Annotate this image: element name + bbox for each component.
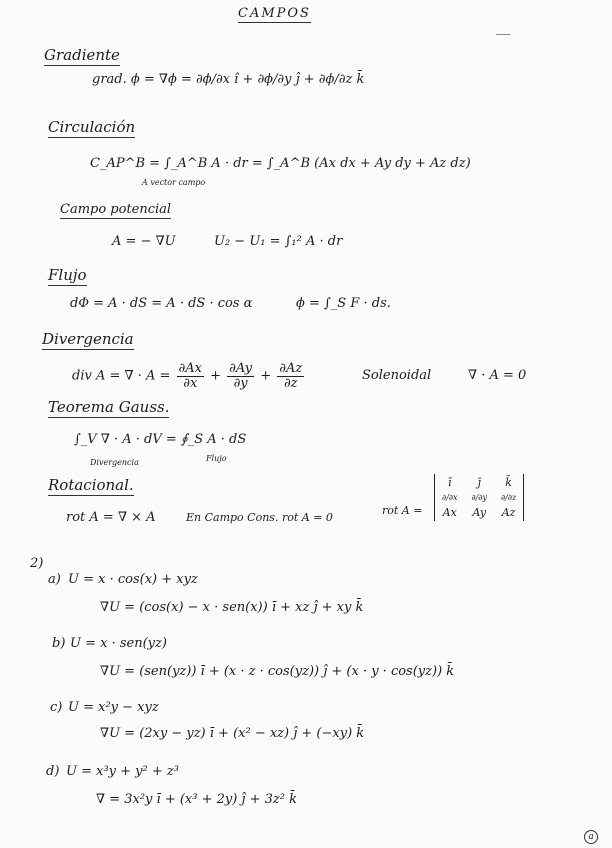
fraction-day-dy: $\frac{\partial Ay}{\partial y}$ [229, 361, 253, 391]
part-d-result: ∇ = 3x²y ī + (x³ + 2y) ĵ + 3z² k̄ [96, 792, 297, 807]
rot-label: rot A = [382, 504, 423, 517]
formula-circulacion: C_AP^B = ∫_A^B A · dr = ∫_A^B (Ax dx + Ay dy + Az dz) [90, 156, 471, 171]
heading-circulacion: Circulación [48, 118, 136, 136]
part-a-label: a) [48, 572, 61, 587]
matrix-row-components: Ax Ay Az [442, 506, 516, 519]
formula-rotacional: rot A = ∇ × A [66, 510, 156, 525]
page-number: a [584, 830, 598, 844]
part-c-label: c) [50, 700, 63, 715]
formula-divergencia: div A = ∇ · A = $\frac{\partial Ax}{\partial x}$ + $\frac{\partial Ay}{\partial y}$ + $\frac{\partial Az}{\partial z}$ [72, 361, 303, 391]
note-rotacional: En Campo Cons. rot A = 0 [186, 511, 333, 524]
formula-gradiente: grad. ϕ = ∇ϕ = ∂ϕ/∂x î + ∂ϕ/∂y ĵ + ∂ϕ/∂z k̄ [92, 72, 365, 87]
formula-flujo-left: dΦ = A · dS = A · dS · cos α [70, 296, 253, 311]
matrix-row-unit-vectors: ī j̄ k̄ [447, 476, 512, 489]
part-b-label: b) [52, 636, 66, 651]
fraction-daz-dz: $\frac{\partial Az}{\partial z}$ [279, 361, 303, 391]
rotacional-matrix [434, 474, 524, 521]
solenoidal-label: Solenoidal [362, 368, 432, 383]
solenoidal-formula: ∇ · A = 0 [468, 368, 527, 383]
part-c-given: U = x²y − xyz [68, 700, 159, 715]
heading-teorema-gauss: Teorema Gauss. [48, 398, 170, 416]
exercise-number: 2) [30, 556, 44, 571]
label-flujo: Flujo [206, 454, 227, 463]
part-d-given: U = x³y + y² + z³ [66, 764, 179, 779]
fraction-dax-dx: $\frac{\partial Ax}{\partial x}$ [178, 361, 202, 391]
formula-teorema-gauss: ∫_V ∇ · A · dV = ∮_S A · dS [74, 432, 247, 447]
part-a-given: U = x · cos(x) + xyz [68, 572, 198, 587]
divergencia-lhs: div A = ∇ · A = [72, 368, 171, 384]
heading-campo-potencial: Campo potencial [60, 202, 172, 217]
note-circulacion: A vector campo [142, 178, 206, 187]
formula-flujo-right: ϕ = ∫_S F · ds. [296, 296, 391, 311]
matrix-row-partials: ∂/∂x ∂/∂y ∂/∂z [442, 493, 517, 502]
part-d-label: d) [46, 764, 60, 779]
formula-campo-potencial-left: A = − ∇U [112, 234, 176, 249]
part-c-result: ∇U = (2xy − yz) ī + (x² − xz) ĵ + (−xy) k̄ [100, 726, 365, 741]
heading-rotacional: Rotacional. [48, 476, 134, 494]
formula-campo-potencial-right: U₂ − U₁ = ∫₁² A · dr [214, 234, 343, 249]
part-b-result: ∇U = (sen(yz)) ī + (x · z · cos(yz)) ĵ + (x · y · cos(yz)) k̄ [100, 664, 455, 679]
part-a-result: ∇U = (cos(x) − x · sen(x)) ī + xz ĵ + xy k̄ [100, 600, 364, 615]
heading-flujo: Flujo [48, 266, 87, 284]
page-title: CAMPOS [238, 6, 311, 21]
heading-divergencia: Divergencia [42, 330, 134, 348]
label-divergencia: Divergencia [90, 458, 139, 467]
heading-gradiente: Gradiente [44, 46, 120, 64]
stray-mark [496, 34, 510, 35]
part-b-given: U = x · sen(yz) [70, 636, 167, 651]
